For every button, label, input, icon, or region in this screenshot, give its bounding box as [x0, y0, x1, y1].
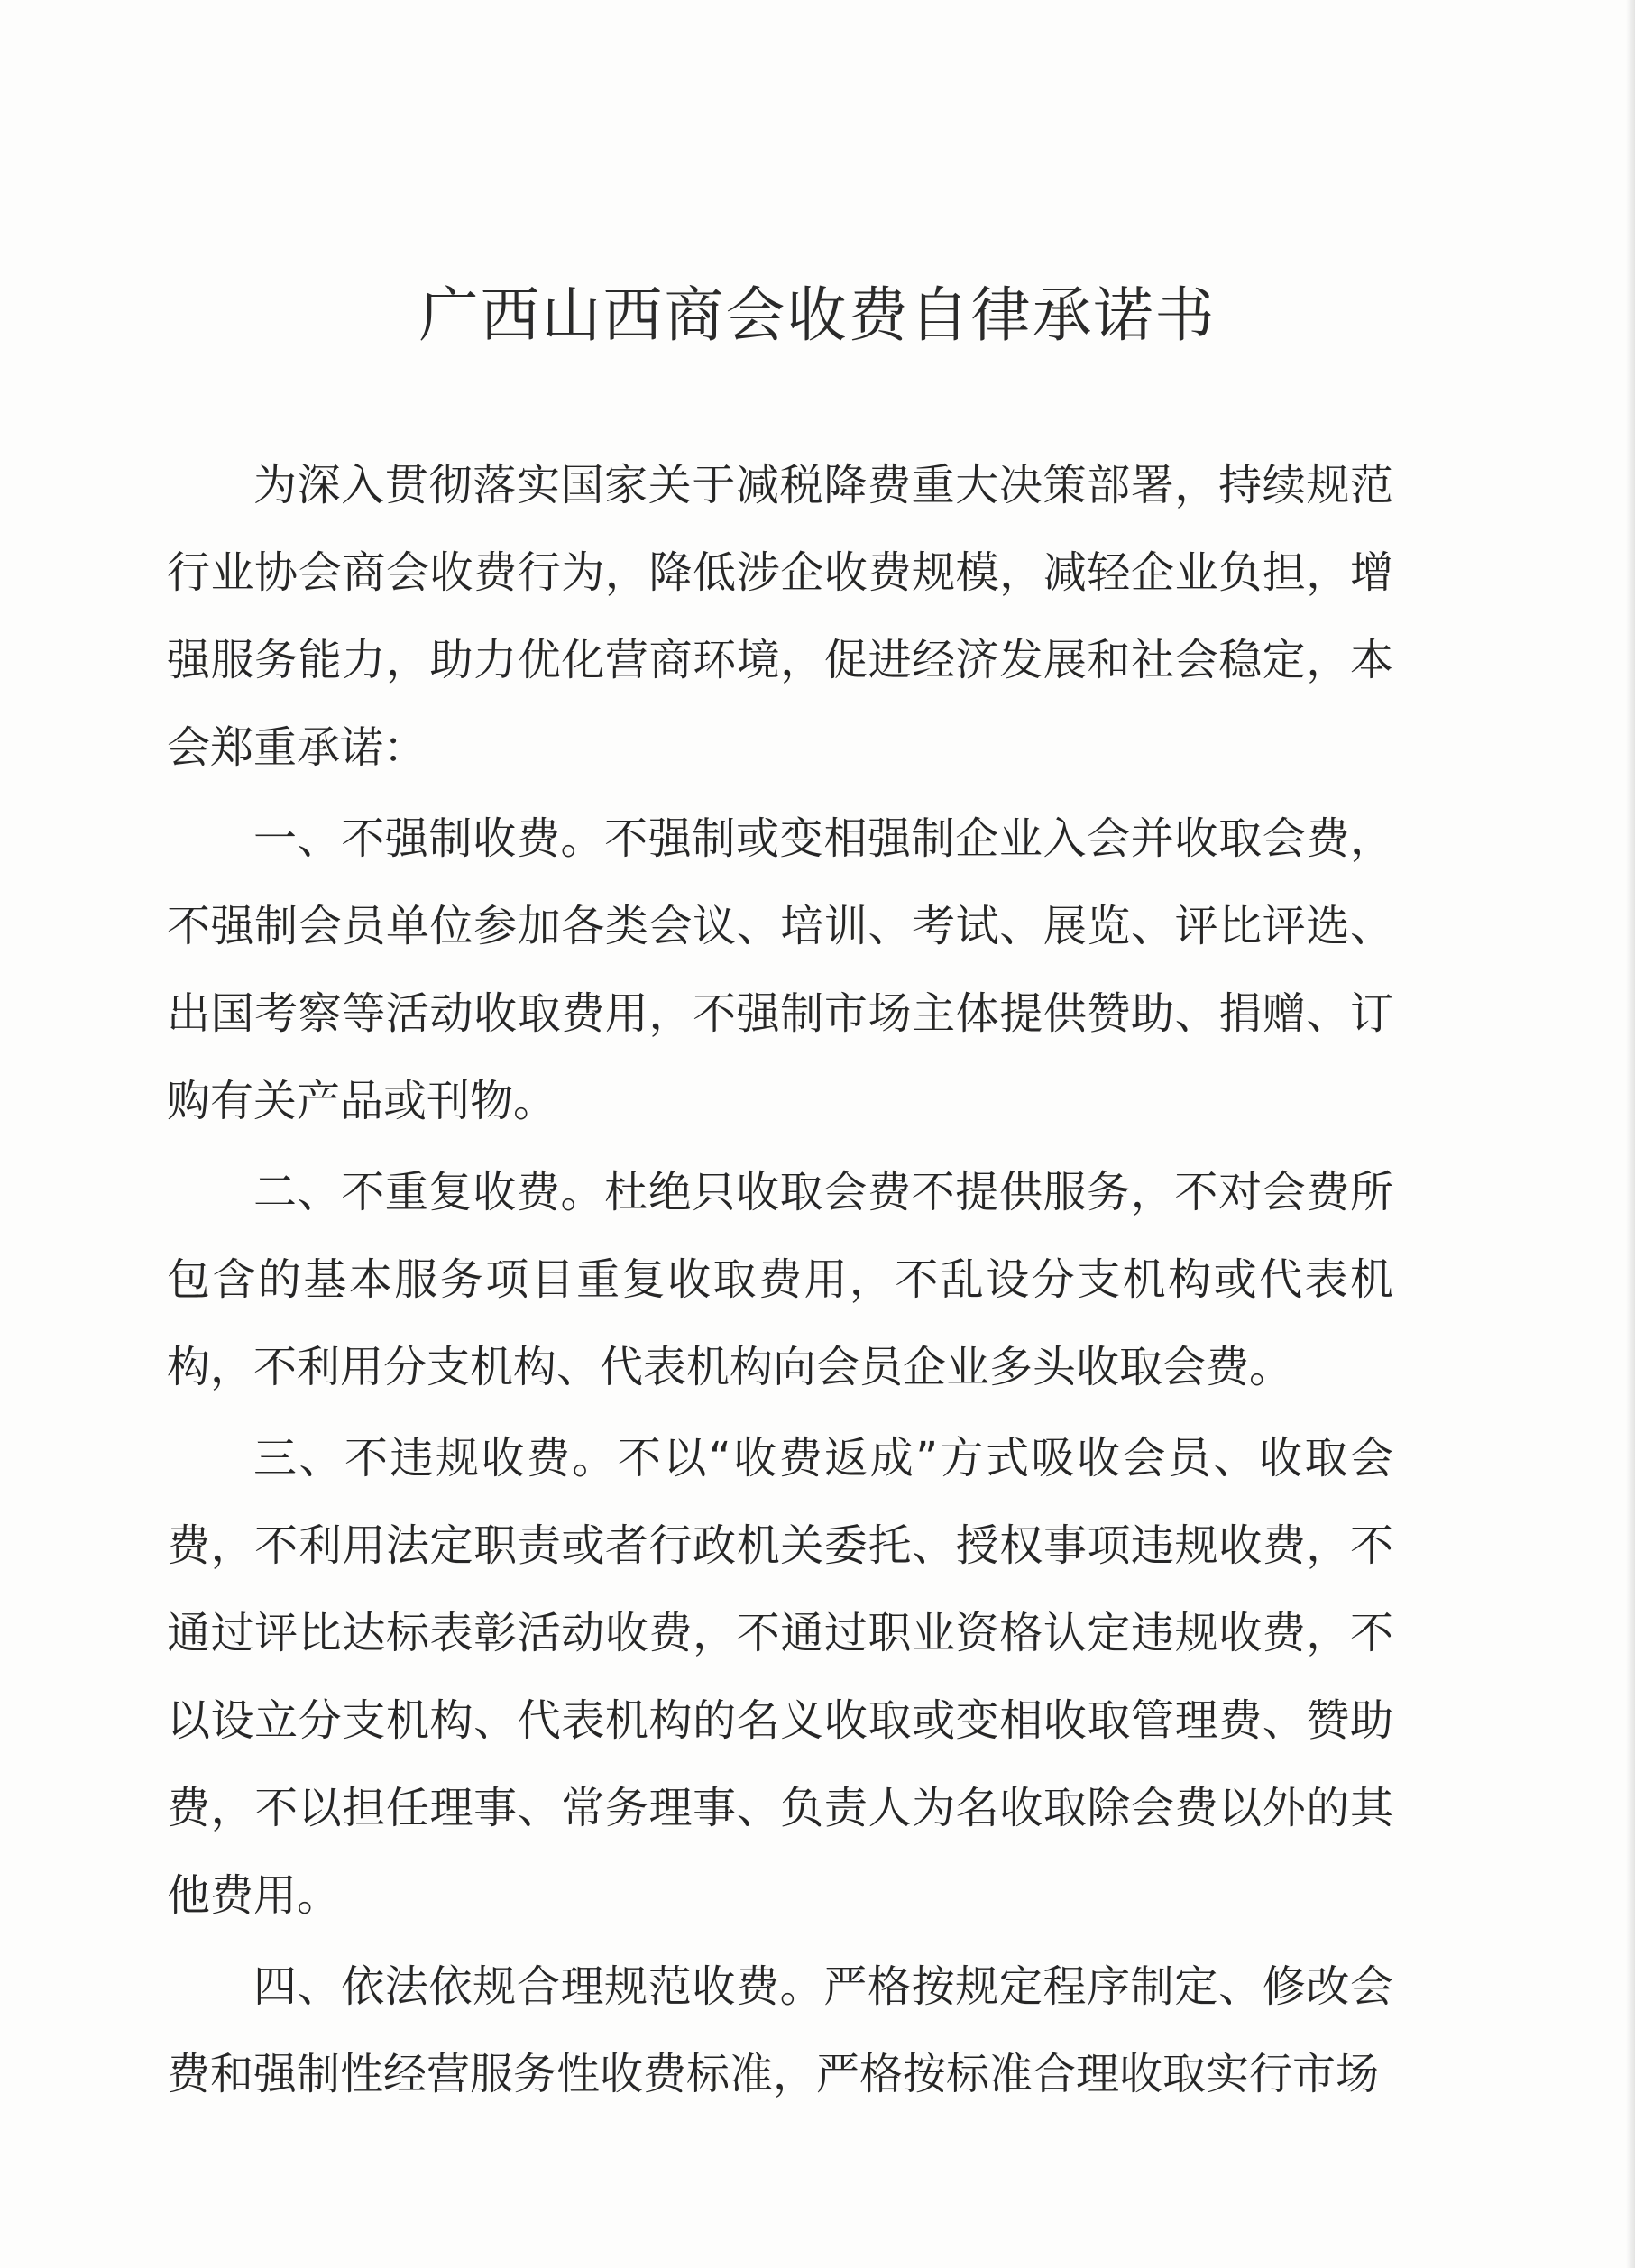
- document-title: 广西山西商会收费自律承诺书: [418, 280, 1217, 350]
- document-body: [167, 442, 1393, 2122]
- clause-three-paragraph: 三、不违规收费。不以“收费返成”方式吸收会员、收取会费，不利用法定职责或者行政机关委托、授权事项违规收费，不通过评比达标表彰活动收费，不通过职业资格认定违规收费，不以设立分支机构、代表机构的名义收取或变相收取管理费、赞助费，不以担任理事、常务理事、负责人为名收取除会费以外的其他费用。: [167, 1433, 1393, 1921]
- clause-two-paragraph: 二、不重复收费。杜绝只收取会费不提供服务，不对会费所包含的基本服务项目重复收取费用，不乱设分支机构或代表机构，不利用分支机构、代表机构向会员企业多头收取会费。: [167, 1167, 1393, 1392]
- clause-one-paragraph: 一、不强制收费。不强制或变相强制企业入会并收取会费，不强制会员单位参加各类会议、培训、考试、展览、评比评选、出国考察等活动收取费用，不强制市场主体提供赞助、捐赠、订购有关产品或刊物。: [167, 813, 1393, 1126]
- intro-paragraph: 为深入贯彻落实国家关于减税降费重大决策部署，持续规范行业协会商会收费行为，降低涉企收费规模，减轻企业负担，增强服务能力，助力优化营商环境，促进经济发展和社会稳定，本会郑重承诺：: [167, 460, 1393, 773]
- clause-four-paragraph: 四、依法依规合理规范收费。严格按规定程序制定、修改会费和强制性经营服务性收费标准，严格按标准合理收取实行市场: [167, 1961, 1393, 2099]
